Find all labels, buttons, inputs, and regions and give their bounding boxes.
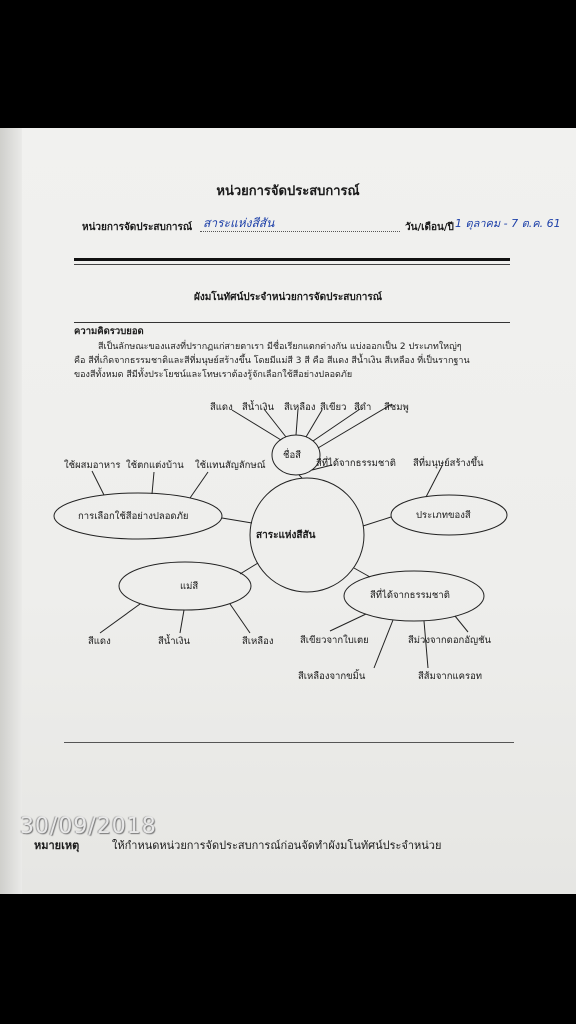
unit-handwritten-value: สาระแห่งสีสัน [203, 216, 275, 230]
date-handwritten-value: 1 ตุลาคม - 7 ต.ค. 61 [455, 217, 561, 230]
link-center-types [363, 517, 391, 526]
natural-butterfly-pea-purple: สีม่วงจากดอกอัญชัน [408, 635, 492, 646]
spoke-natural-4 [455, 616, 468, 632]
unit-label: หน่วยการจัดประสบการณ์ [82, 222, 193, 233]
document-title: หน่วยการจัดประสบการณ์ [216, 184, 360, 199]
spoke-primary-2 [180, 610, 184, 633]
color-name-yellow: สีเหลือง [284, 402, 316, 413]
concept-line-3: ของสีทั้งหมด สีมีทั้งประโยชน์และโทษเราต้องรู้จักเลือกใช้สีอย่างปลอดภัย [74, 370, 353, 380]
types-node-label: ประเภทของสี [416, 510, 471, 521]
color-name-black: สีดำ [354, 402, 372, 413]
color-name-green: สีเขียว [320, 402, 347, 413]
spoke-natural-1 [330, 614, 366, 631]
date-stamp-overlay: 30/09/2018 [20, 814, 157, 839]
spoke-primary-3 [230, 604, 250, 633]
color-names-node-label: ชื่อสี [283, 450, 301, 461]
type-man-made: สีที่มนุษย์สร้างขึ้น [413, 458, 484, 469]
concept-line-1: สีเป็นลักษณะของแสงที่ปรากฏแก่สายตาเรา มีชื่อเรียกแตกต่างกัน แบ่งออกเป็น 2 ประเภทใหญ่ๆ [98, 342, 462, 352]
paper-sheet [0, 128, 576, 894]
date-label: วัน/เดือน/ปี [405, 222, 454, 233]
spoke-primary-1 [100, 604, 140, 633]
concept-line-2: คือ สีที่เกิดจากธรรมชาติและสีที่มนุษย์สร้างขึ้น โดยมีแม่สี 3 สี คือ สีแดง สีน้ำเงิน สีเหลือง ที่เป็นรากฐาน [74, 356, 470, 366]
color-name-red: สีแดง [210, 402, 233, 413]
note-text: ให้กำหนดหน่วยการจัดประสบการณ์ก่อนจัดทำผังมโนทัศน์ประจำหน่วย [112, 839, 442, 852]
safe-use-decoration: ใช้ตกแต่งบ้าน [126, 460, 184, 471]
color-name-blue: สีน้ำเงิน [242, 402, 275, 413]
section-subtitle: ผังมโนทัศน์ประจำหน่วยการจัดประสบการณ์ [193, 292, 383, 303]
spoke-safe-2 [152, 472, 154, 494]
safe-use-food: ใช้ผสมอาหาร [64, 460, 121, 471]
spoke-safe-3 [190, 472, 208, 498]
natural-turmeric-yellow: สีเหลืองจากขมิ้น [298, 671, 366, 682]
natural-carrot-orange: สีส้มจากแครอท [418, 671, 483, 682]
primary-blue: สีน้ำเงิน [158, 636, 191, 647]
type-natural: สีที่ได้จากธรรมชาติ [316, 458, 396, 469]
primary-red: สีแดง [88, 636, 111, 647]
bottom-divider [64, 742, 514, 743]
primary-node-label: แม่สี [180, 581, 199, 592]
safe-use-symbol: ใช้แทนสัญลักษณ์ [195, 460, 266, 471]
color-name-pink: สีชมพู [384, 402, 409, 413]
link-center-colornames [299, 475, 302, 478]
link-center-natural [354, 568, 370, 577]
spoke-natural-2 [374, 620, 393, 668]
safe-use-node-label: การเลือกใช้สีอย่างปลอดภัย [78, 511, 189, 522]
natural-node-label: สีที่ได้จากธรรมชาติ [370, 590, 450, 601]
natural-pandan-green: สีเขียวจากใบเตย [300, 635, 369, 646]
center-node-label: สาระแห่งสีสัน [256, 530, 316, 541]
link-center-primary [240, 563, 258, 574]
link-center-safeuse [222, 518, 252, 523]
spoke-safe-1 [92, 471, 104, 495]
note-label: หมายเหตุ [34, 839, 80, 852]
primary-yellow: สีเหลือง [242, 636, 274, 647]
concept-heading: ความคิดรวบยอด [74, 326, 144, 337]
